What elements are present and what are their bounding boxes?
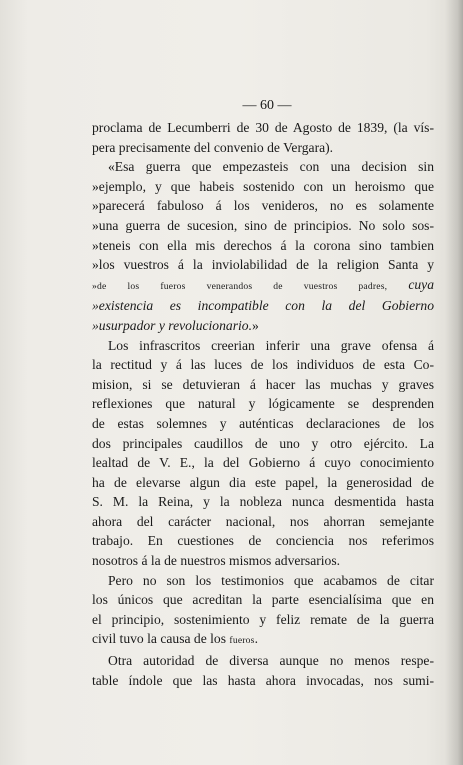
text-column <box>92 96 434 690</box>
text-line: nosotros á la de nuestros mismos adversarios. <box>92 553 341 569</box>
text-line: dos principales caudillos de uno y otro ejército. La <box>92 435 434 451</box>
text-line: ha de elevarse algun dia este papel, la generosidad de <box>92 474 434 490</box>
text-line: »de los fueros venerandos de vuestros padres, cuya <box>92 276 434 292</box>
text-line: Los infrascritos creerian inferir una grave ofensa á <box>108 337 434 353</box>
text-line: »usurpador y revolucionario.» <box>92 317 259 333</box>
text-line: trabajo. En cuestiones de conciencia nos referimos <box>92 533 434 549</box>
text-line: S. M. la Reina, y la nobleza nunca desmentida hasta <box>92 494 434 510</box>
text-line: »ejemplo, y que habeis sostenido con un heroismo que <box>92 178 434 194</box>
text-line: »parecerá fabuloso á los venideros, no es solamente <box>92 198 434 214</box>
text-line: los únicos que acreditan la parte esencialísima que en <box>92 592 434 608</box>
text-line: ahora del carácter nacional, nos ahorran semejante <box>92 513 434 529</box>
text-line: »una guerra de sucesion, sino de principios. No solo sos- <box>92 217 434 233</box>
text-line: el principio, sostenimiento y feliz remate de la guerra <box>92 611 434 627</box>
text-line: mision, si se detuvieran á hacer las muchas y graves <box>92 376 434 392</box>
text-line: Otra autoridad de diversa aunque no menos respe- <box>108 653 434 669</box>
text-line: »los vuestros á la inviolabilidad de la religion Santa y <box>92 257 434 273</box>
text-line: table índole que las hasta ahora invocadas, nos sumi- <box>92 672 434 688</box>
text-line: proclama de Lecumberri de 30 de Agosto de 1839, (la vís- <box>92 120 434 135</box>
text-line: la rectitud y á las luces de los individuos de esta Co- <box>92 357 434 373</box>
text-line: de estas solemnes y auténticas declaraciones de los <box>92 415 434 431</box>
text-line: »teneis con ella mis derechos á la corona sino tambien <box>92 237 434 253</box>
page-number: — 60 — <box>242 98 292 113</box>
text-line: lealtad de V. E., la del Gobierno á cuyo conocimiento <box>92 455 434 471</box>
text-line: civil tuvo la causa de los fueros. <box>92 631 259 647</box>
page-gutter-shadow <box>445 0 463 765</box>
text-line: Pero no son los testimonios que acabamos de citar <box>108 572 434 588</box>
text-line: pera precisamente del convenio de Vergara). <box>92 139 334 155</box>
text-line: «Esa guerra que empezasteis con una decision sin <box>108 159 434 175</box>
text-line: »existencia es incompatible con la del Gobierno <box>92 298 434 314</box>
text-line: reflexiones que natural y lógicamente se desprenden <box>92 396 434 412</box>
